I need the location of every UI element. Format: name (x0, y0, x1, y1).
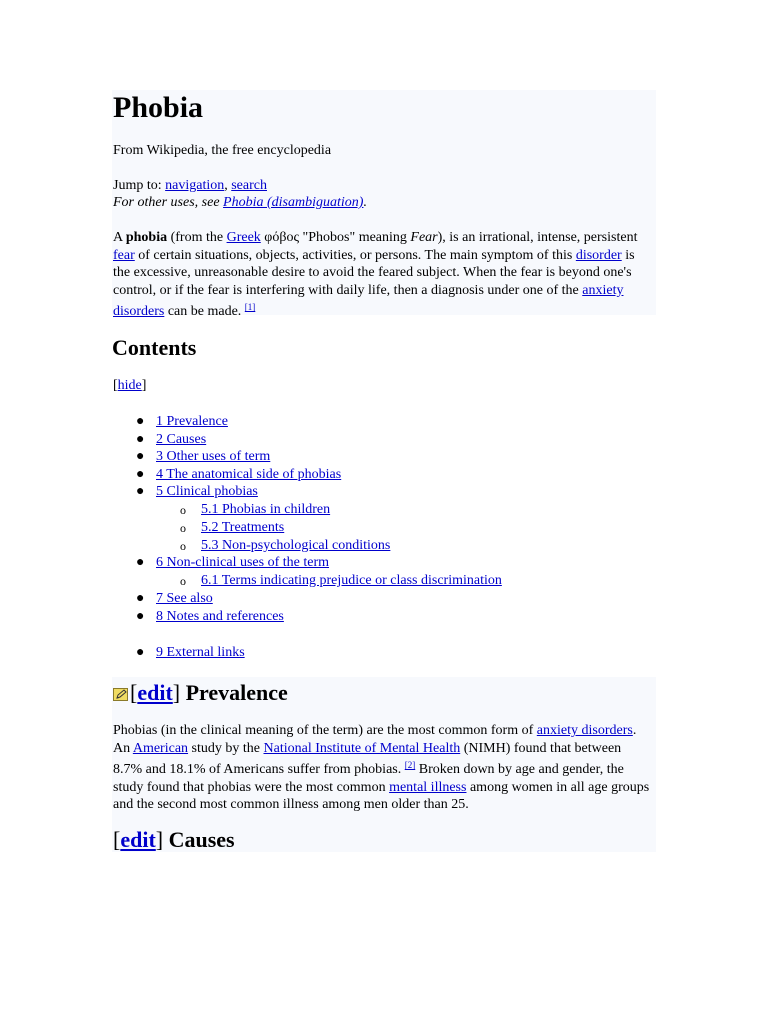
page-title: Phobia (113, 91, 204, 124)
lead-text: of certain situations, objects, activities, or persons. The main symptom of this (134, 247, 576, 263)
lead-text: φόβος "Phobos" meaning (260, 230, 411, 245)
toc-link-non-clinical[interactable]: 6 Non-clinical uses of the term (156, 555, 330, 570)
toc-item (136, 644, 245, 661)
toc-item (136, 431, 207, 448)
mental-illness-link[interactable]: mental illness (389, 779, 467, 795)
other-uses-suffix: . (363, 195, 367, 210)
section-title: Causes (163, 827, 235, 852)
other-uses-note (113, 194, 367, 211)
edit-bracket-close: ] (172, 680, 181, 705)
edit-bracket-close: ] (155, 827, 164, 852)
fear-link[interactable]: fear (113, 247, 135, 263)
bullet-icon: ● (136, 467, 145, 482)
section-heading-causes (113, 826, 235, 854)
anxiety-disorders-link-2[interactable]: anxiety disorders (536, 723, 633, 738)
edit-causes-link[interactable]: edit (120, 827, 156, 852)
bullet-icon: ● (136, 591, 145, 606)
lead-text: can be made. (164, 304, 245, 320)
jump-to-line (113, 177, 267, 194)
site-tagline: From Wikipedia, the free encyclopedia (113, 143, 332, 158)
prevalence-text: study by the (188, 740, 264, 756)
circle-bullet-icon: o (180, 574, 186, 588)
lead-text: (from the (167, 230, 227, 245)
bullet-icon: ● (136, 449, 145, 464)
greek-link[interactable]: Greek (226, 230, 261, 245)
bullet-icon: ● (136, 645, 145, 660)
disambiguation-link[interactable]: Phobia (disambiguation) (223, 195, 364, 210)
bullet-icon: ● (136, 555, 145, 570)
jump-navigation-link[interactable]: navigation (165, 178, 225, 193)
toc-item (136, 590, 213, 607)
edit-bracket-open: [ (130, 680, 138, 705)
contents-heading: Contents (112, 335, 197, 360)
hide-bracket-open: [ (113, 378, 118, 393)
prevalence-text: (NIMH) found that between 8.7% and 18.1% of Americans suffer from phobias. (113, 740, 622, 778)
hide-bracket-close: ] (141, 378, 147, 393)
edit-bracket-open: [ (113, 827, 121, 852)
lead-text: ), is an irrational, intense, persistent (437, 230, 638, 245)
anxiety-disorders-link[interactable]: anxiety disorders (113, 282, 624, 320)
prevalence-paragraph (113, 722, 653, 814)
lead-term: phobia (125, 230, 168, 245)
toc-link-other-uses[interactable]: 3 Other uses of term (156, 449, 271, 464)
toc-link-anatomical[interactable]: 4 The anatomical side of phobias (156, 467, 342, 482)
prevalence-text: among women in all age groups and the second most common illness among men older than 25. (113, 779, 650, 813)
bullet-icon: ● (136, 414, 145, 429)
disorder-link[interactable]: disorder (575, 247, 622, 263)
toc-hide-link[interactable]: hide (117, 378, 142, 393)
section-title: Prevalence (180, 680, 288, 705)
jump-prefix: Jump to: (113, 178, 166, 193)
toc-link-prejudice-terms[interactable]: 6.1 Terms indicating prejudice or class discrimination (201, 573, 502, 588)
toc-link-treatments[interactable]: 5.2 Treatments (201, 520, 285, 535)
bullet-icon: ● (136, 432, 145, 447)
toc-item (136, 554, 330, 571)
toc-subitem (180, 519, 285, 536)
pencil-edit-icon[interactable] (113, 688, 128, 701)
other-uses-prefix: For other uses, see (113, 195, 224, 210)
jump-separator: , (224, 178, 232, 193)
bullet-icon: ● (136, 609, 145, 624)
toc-item (136, 413, 228, 430)
bullet-icon: ● (136, 484, 145, 499)
toc-link-see-also[interactable]: 7 See also (156, 591, 213, 606)
reference-1-link[interactable]: [1] (244, 302, 256, 313)
jump-search-link[interactable]: search (231, 178, 267, 193)
prevalence-text: . An (113, 723, 637, 756)
edit-prevalence-link[interactable]: edit (137, 680, 173, 705)
toc-link-prevalence[interactable]: 1 Prevalence (156, 414, 228, 429)
toc-item (136, 483, 258, 500)
toc-link-causes[interactable]: 2 Causes (156, 432, 207, 447)
lead-text: A (113, 230, 126, 245)
toc-link-phobias-children[interactable]: 5.1 Phobias in children (201, 502, 331, 517)
nimh-link[interactable]: National Institute of Mental Health (263, 740, 461, 756)
toc-hide-toggle (113, 377, 146, 394)
lead-paragraph (113, 229, 653, 321)
toc-link-non-psychological[interactable]: 5.3 Non-psychological conditions (201, 538, 391, 553)
toc-link-clinical-phobias[interactable]: 5 Clinical phobias (156, 484, 258, 499)
toc-link-notes-references[interactable]: 8 Notes and references (156, 609, 284, 624)
lead-meaning: Fear (410, 230, 438, 245)
american-link[interactable]: American (132, 740, 189, 756)
toc-item (136, 608, 284, 625)
circle-bullet-icon: o (180, 539, 186, 553)
prevalence-text: Broken down by age and gender, the study found that phobias were the most common (113, 762, 624, 795)
toc-item (136, 466, 342, 483)
section-heading-prevalence (113, 679, 288, 707)
toc-subitem (180, 537, 391, 554)
toc-link-external-links[interactable]: 9 External links (156, 645, 245, 660)
toc-subitem (180, 572, 502, 589)
reference-2-link[interactable]: [2] (404, 760, 416, 771)
toc-item (136, 448, 271, 465)
lead-text: is the excessive, unreasonable desire to avoid the feared subject. When the fear is beyond one's control, or if the fear is interfering with daily life, then a diagnosis under one of the (113, 247, 635, 298)
toc-subitem (180, 501, 331, 518)
prevalence-text: Phobias (in the clinical meaning of the term) are the most common form of (113, 723, 537, 738)
circle-bullet-icon: o (180, 521, 186, 535)
circle-bullet-icon: o (180, 503, 186, 517)
